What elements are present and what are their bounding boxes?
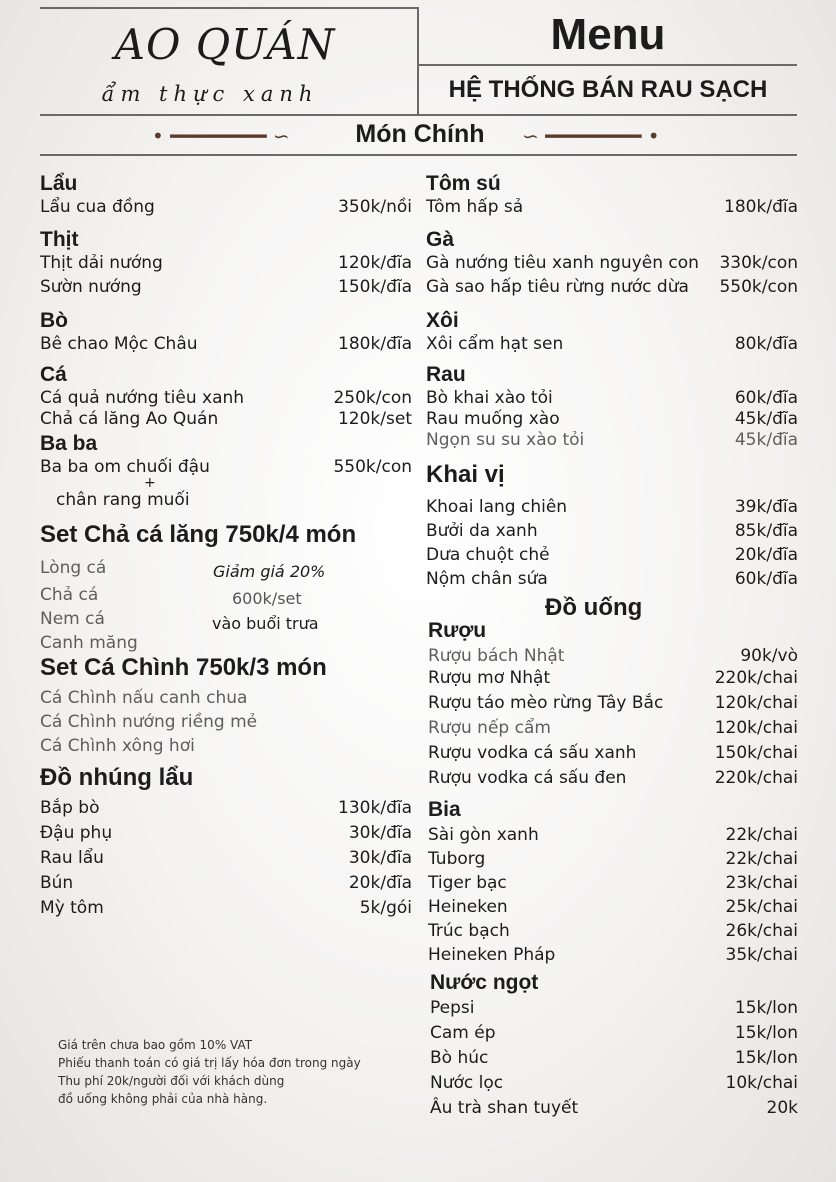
right-column [426, 170, 798, 451]
menu-item: Heineken 25k/chai [428, 897, 798, 917]
menu-item: Sườn nướng 150k/đĩa [40, 277, 412, 297]
menu-item: Bắp bò 130k/đĩa [40, 798, 412, 818]
note-line: đồ uống không phải của nhà hàng. [58, 1092, 268, 1106]
promo-text: Giảm giá 20% [213, 562, 326, 581]
menu-item: Chả cá lăng Ao Quán 120k/set [40, 409, 412, 429]
promo-time: vào buổi trưa [212, 614, 319, 633]
category-xoi: Xôi [426, 309, 459, 332]
set-item: Cá Chình nướng riềng mẻ [40, 712, 258, 732]
category-baba: Ba ba [40, 432, 98, 455]
set-cha-ca-list [40, 556, 138, 655]
set-ca-chinh-list [40, 686, 257, 758]
menu-item: Tuborg 22k/chai [428, 849, 798, 869]
menu-item: Âu trà shan tuyết 20k [430, 1098, 798, 1118]
header-line-mid [417, 64, 797, 66]
menu-item: Rượu nếp cẩm 120k/chai [428, 718, 798, 738]
set-item: Chả cá [40, 585, 99, 605]
menu-item: Rau lẩu 30k/đĩa [40, 848, 412, 868]
menu-item: Bê chao Mộc Châu 180k/đĩa [40, 334, 412, 354]
menu-item: Dưa chuột chẻ 20k/đĩa [426, 545, 798, 565]
category-thit: Thịt [40, 228, 79, 251]
plus-sign: + [144, 475, 156, 491]
menu-item: Rượu táo mèo rừng Tây Bắc 120k/chai [428, 693, 798, 713]
menu-item: Nước lọc 10k/chai [430, 1073, 798, 1093]
footnotes [58, 1036, 361, 1108]
menu-item: Rượu bách Nhật 90k/vò [428, 646, 798, 666]
do-uong-title: Đồ uống [545, 594, 643, 621]
note-line: Phiếu thanh toán có giá trị lấy hóa đơn trong ngày [58, 1056, 361, 1070]
set-ca-chinh-title: Set Cá Chình 750k/3 món [40, 654, 327, 681]
menu-item: Đậu phụ 30k/đĩa [40, 823, 412, 843]
drinks-column [428, 617, 798, 1121]
menu-item: Mỳ tôm 5k/gói [40, 898, 412, 918]
left-ornament-icon: • ━━━━━━━━ ∽ [152, 124, 290, 148]
set-item: Cá Chình xông hơi [40, 736, 195, 756]
menu-item: Heineken Pháp 35k/chai [428, 945, 798, 965]
menu-item: Gà nướng tiêu xanh nguyên con 330k/con [426, 253, 798, 273]
menu-item: Trúc bạch 26k/chai [428, 921, 798, 941]
khai-vi-list [426, 495, 798, 591]
menu-item: Ba ba om chuối đậu 550k/con [40, 457, 412, 477]
category-bia: Bia [428, 798, 461, 821]
menu-item: Bưởi da xanh 85k/đĩa [426, 521, 798, 541]
menu-item: Khoai lang chiên 39k/đĩa [426, 497, 798, 517]
menu-subtitle: HỆ THỐNG BÁN RAU SẠCH [448, 76, 768, 103]
menu-item: Cá quả nướng tiêu xanh 250k/con [40, 388, 412, 408]
menu-item: Rượu mơ Nhật 220k/chai [428, 668, 798, 688]
brand-logo: AO QUÁN [114, 20, 336, 69]
set-item: Cá Chình nấu canh chua [40, 688, 248, 708]
menu-item: Bò húc 15k/lon [430, 1048, 798, 1068]
menu-item: Gà sao hấp tiêu rừng nước dừa 550k/con [426, 277, 798, 297]
menu-item: Rượu vodka cá sấu xanh 150k/chai [428, 743, 798, 763]
category-bo: Bò [40, 309, 68, 332]
section-line-bottom [40, 154, 797, 156]
menu-item: Cam ép 15k/lon [430, 1023, 798, 1043]
brand-tagline: ẩm thực xanh [101, 82, 319, 106]
category-ruou: Rượu [428, 619, 487, 642]
right-ornament-icon: ∽ ━━━━━━━━ • [522, 124, 660, 148]
menu-item: Thịt dải nướng 120k/đĩa [40, 253, 412, 273]
set-cha-ca-title: Set Chả cá lăng 750k/4 món [40, 521, 357, 548]
section-title: Món Chính [355, 120, 485, 148]
header-line-top-left [40, 7, 418, 9]
menu-item: Bún 20k/đĩa [40, 873, 412, 893]
menu-title: Menu [550, 10, 666, 59]
category-lau: Lẩu [40, 172, 78, 195]
promo-price: 600k/set [232, 589, 302, 608]
category-tom: Tôm sú [426, 172, 501, 195]
category-ga: Gà [426, 228, 455, 251]
menu-item: Pepsi 15k/lon [430, 998, 798, 1018]
menu-item: Tiger bạc 23k/chai [428, 873, 798, 893]
menu-item: Rau muống xào 45k/đĩa [426, 409, 798, 429]
header-divider [417, 7, 419, 115]
set-item: Nem cá [40, 609, 105, 629]
menu-item: Xôi cẩm hạt sen 80k/đĩa [426, 334, 798, 354]
menu-item: Rượu vodka cá sấu đen 220k/chai [428, 768, 798, 788]
category-ca: Cá [40, 363, 67, 386]
category-nuoc-ngot: Nước ngọt [430, 971, 539, 994]
note-line: Thu phí 20k/người đối với khách dùng [58, 1074, 285, 1088]
menu-item: Nộm chân sứa 60k/đĩa [426, 569, 798, 589]
left-column [40, 170, 412, 512]
menu-item: Ngọn su su xào tỏi 45k/đĩa [426, 430, 798, 450]
menu-item: Lẩu cua đồng 350k/nồi [40, 197, 412, 217]
menu-item-cont: chân rang muối [56, 490, 190, 510]
do-nhung-lau-list [40, 796, 412, 921]
category-rau: Rau [426, 363, 466, 386]
khai-vi-title: Khai vị [426, 461, 505, 488]
set-item: Canh măng [40, 633, 138, 653]
menu-item: Tôm hấp sả 180k/đĩa [426, 197, 798, 217]
menu-item: Bò khai xào tỏi 60k/đĩa [426, 388, 798, 408]
note-line: Giá trên chưa bao gồm 10% VAT [58, 1038, 253, 1052]
do-nhung-lau-title: Đồ nhúng lẩu [40, 764, 194, 791]
header-line-bottom [40, 114, 797, 116]
menu-item: Sài gòn xanh 22k/chai [428, 825, 798, 845]
set-item: Lòng cá [40, 558, 107, 578]
